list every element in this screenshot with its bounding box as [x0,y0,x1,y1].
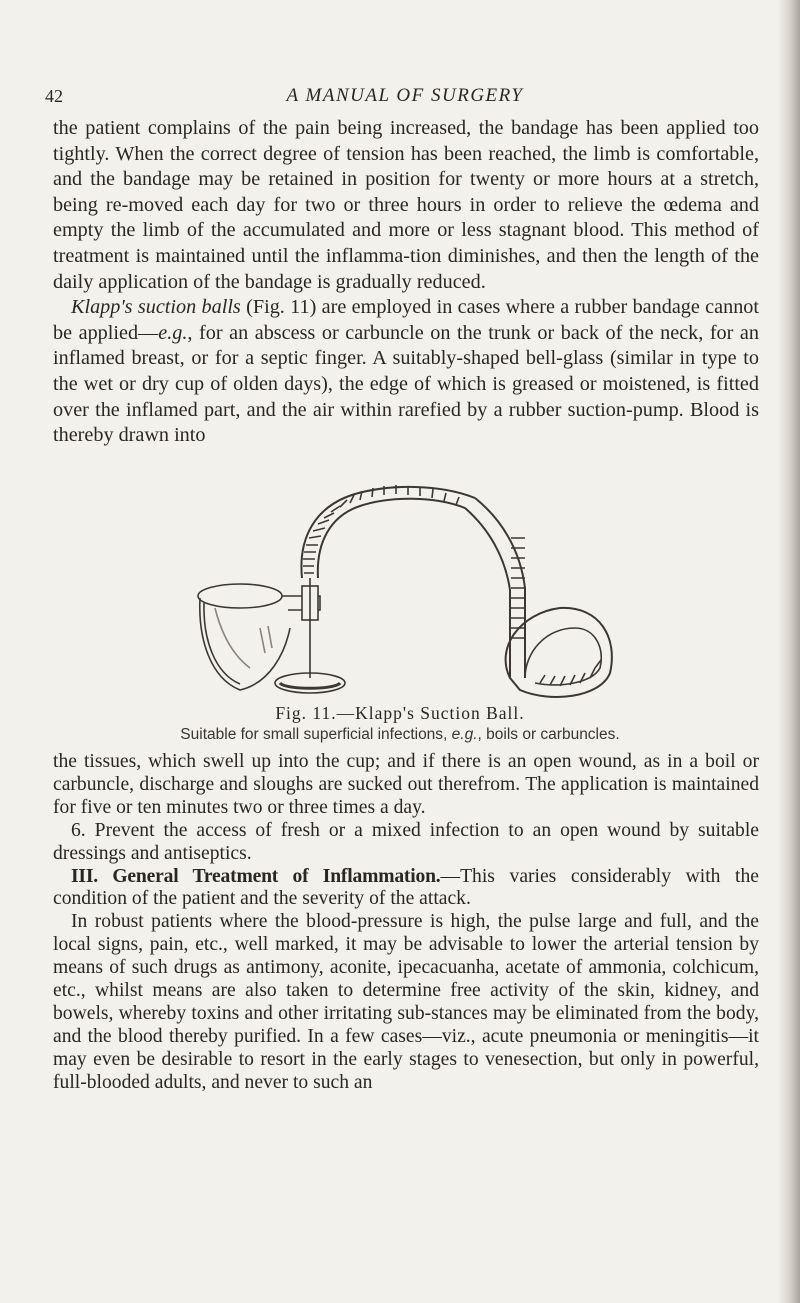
body-text-bottom [53,751,759,1095]
page-number: 42 [45,86,63,106]
left-bell-body [200,598,290,690]
suction-bulb [506,608,612,697]
klapp-fig-ref: (Fig. 11) are employed in cases where a rubber bandage cannot be applied— [53,296,759,344]
running-title: A MANUAL OF SURGERY [286,85,524,106]
paragraph-bandage: the patient complains of the pain being increased, the bandage has been applied too tightly. When the correct degree of tension has been reached, the limb is comfortable, and the bandage may be retained in position for twenty or more hours at a stretch, being re-moved each day for two or three hours in order to relieve the œdema and empty the limb of the accumulated and more or less stagnant blood. This method of treatment is maintained until the inflamma-tion diminishes, and then the length of the daily application of the bandage is gradually reduced. [53,117,759,293]
page-header [45,86,765,116]
body-text-top [53,116,759,449]
section-heading-rest: —This varies considerably with the condition of the patient and the severity of the attack. [53,865,759,910]
paragraph-general-treatment [53,866,759,912]
figure-subcaption [0,726,800,744]
subcaption-eg: e.g. [451,726,478,743]
paragraph-tissues: the tissues, which swell up into the cup; and if there is an open wound, as in a boil or carbuncle, discharge and sloughs are sucked out therefrom. The application is maintained for five or ten minutes two or three times a day. [53,751,759,818]
paragraph-prevent-infection: 6. Prevent the access of fresh or a mixed infection to an open wound by suitable dressings and antiseptics. [53,819,759,864]
section-heading: III. General Treatment of Inflammation. [71,865,441,887]
klapp-rest: , for an abscess or carbuncle on the trunk or back of the neck, for an inflamed breast, or for a septic finger. A suitably-shaped bell-glass (similar in type to the wet or dry cup of olden days), the edge of which is greased or moistened, is fitted over the inflamed part, and the air within rarefied by a rubber suction-pump. Blood is thereby drawn into [53,321,759,447]
figure-caption: Fig. 11.—Klapp's Suction Ball. [275,703,525,723]
paragraph-robust-patients: In robust patients where the blood-pressure is high, the pulse large and full, and the local signs, pain, etc., well marked, it may be advisable to lower the arterial tension by means of such drugs as antimony, aconite, ipecacuanha, acetate of ammonia, colchicum, etc., whilst means are also taken to determine free activity of the skin, kidney, and bowels, whereby toxins and other irritating sub-stances may be eliminated from the body, and the blood thereby purified. In a few cases—viz., acute pneumonia or meningitis—it may even be desirable to resort in the early stages to venesection, but only in powerful, full-blooded adults, and never to such an [53,911,759,1093]
subcaption-part-b: , boils or carbuncles. [477,726,620,743]
subcaption-part-a: Suitable for small superficial infections, [180,726,452,743]
left-bell-rim [198,584,282,608]
paragraph-klapp [53,295,759,449]
klapp-term: Klapp's suction balls [71,296,241,319]
klapp-eg: e.g. [158,321,188,344]
page-edge-shadow [778,0,800,1303]
suction-ball-illustration [190,478,620,700]
